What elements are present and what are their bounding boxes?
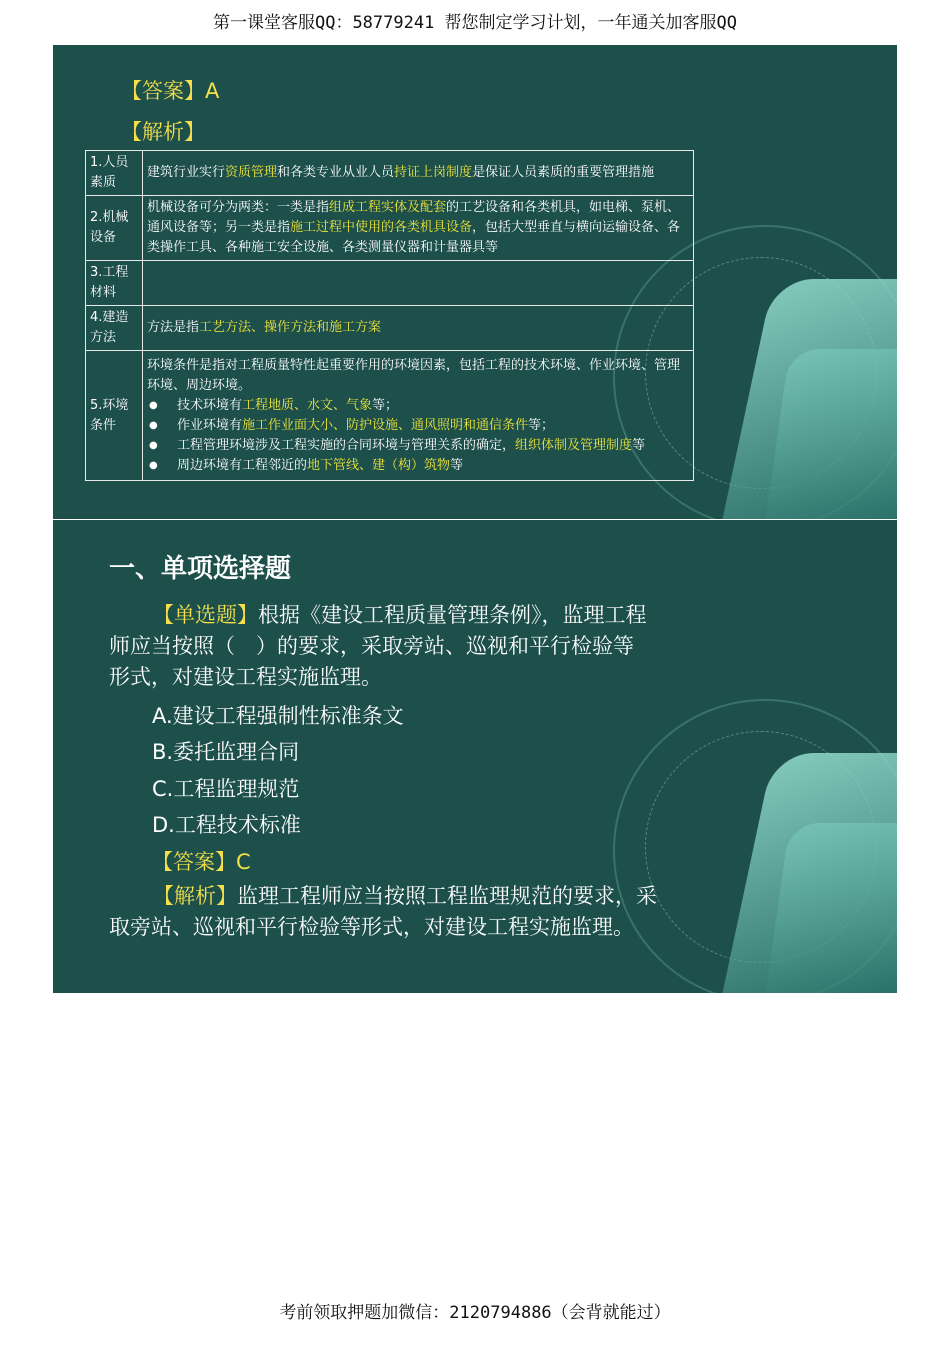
body-text: ，包括大型垂直与横向运输设备、各类操作工具、各种施工安全设施、各类测量仪器和计量器具等 — [147, 220, 681, 255]
highlight-text: 施工过程中使用的各类机具设备 — [290, 220, 473, 235]
answer-label: 【答案】A — [121, 79, 220, 103]
bullet-item — [147, 456, 689, 476]
option-a: A.建设工程强制性标准条文 — [152, 704, 404, 728]
bullet-item — [147, 436, 689, 456]
question — [109, 600, 649, 693]
highlight-text: 工程地质、水文、气象 — [242, 397, 373, 413]
option-d: D.工程技术标准 — [152, 813, 301, 837]
body-text: 等 — [450, 457, 464, 473]
table-row — [86, 196, 694, 261]
row-key: 2.机械设备 — [86, 196, 143, 261]
body-text: 工程管理环境涉及工程实施的合同环境与管理关系的确定， — [177, 437, 516, 453]
option-b: B.委托监理合同 — [152, 740, 300, 764]
header-text: 第一课堂客服QQ：58779241 帮您制定学习计划，一年通关加客服QQ — [212, 13, 738, 33]
body-text: 是保证人员素质的重要管理措施 — [472, 165, 655, 180]
slide-answer-table — [53, 45, 897, 519]
analysis-text: 监理工程师应当按照工程监理规范的要求，采取旁站、巡视和平行检验等形式，对建设工程实施监理。 — [109, 884, 657, 939]
body-text: 和各类专业从业人员 — [277, 165, 395, 180]
highlight-text: 持证上岗制度 — [394, 165, 473, 180]
body-text: 的工艺设备和各类机具，如电梯、泵机、通风设备等；另一类是指 — [147, 200, 681, 235]
analysis-tag: 【解析】 — [153, 884, 237, 908]
highlight-text: 地下管线、建（构）筑物 — [307, 457, 451, 473]
table-row — [86, 261, 694, 306]
highlight-text: 工艺方法、操作方法和施工方案 — [199, 320, 382, 335]
row-key: 3.工程材料 — [86, 261, 143, 306]
question-tag: 【单选题】 — [153, 603, 258, 627]
table-row — [86, 306, 694, 351]
row-value — [143, 196, 694, 261]
question-text: 根据《建设工程质量管理条例》，监理工程师应当按照（ ）的要求，采取旁站、巡视和平行检验等形式，对建设工程实施监理。 — [109, 603, 647, 689]
row-key: 1.人员素质 — [86, 151, 143, 196]
row-key: 4.建造方法 — [86, 306, 143, 351]
environment-intro: 环境条件是指对工程质量特性起重要作用的环境因素，包括工程的技术环境、作业环境、管理环境、周边环境。 — [147, 357, 681, 393]
highlight-text: 施工作业面大小、防护设施、通风照明和通信条件 — [242, 417, 529, 433]
body-text: 技术环境有 — [177, 397, 243, 413]
bullet-item — [147, 396, 689, 416]
body-text: 等； — [372, 397, 399, 413]
body-text: 周边环境有工程邻近的 — [177, 457, 308, 473]
highlight-text: 组织体制及管理制度 — [515, 437, 633, 453]
body-text: 等； — [528, 417, 555, 433]
body-text: 机械设备可分为两类：一类是指 — [147, 200, 330, 215]
footer-text: 考前领取押题加微信：2120794886（会背就能过） — [279, 1303, 671, 1323]
table-row — [86, 151, 694, 196]
section-title: 一、单项选择题 — [109, 554, 292, 584]
bullet-item — [147, 416, 689, 436]
decorative-graphic — [607, 703, 897, 993]
row-value — [143, 261, 694, 306]
highlight-text: 资质管理 — [225, 165, 278, 180]
row-value — [143, 151, 694, 196]
table-row — [86, 351, 694, 481]
answer-label: 【答案】C — [152, 850, 251, 874]
row-value — [143, 351, 694, 481]
slide-question — [53, 520, 897, 993]
analysis-label: 【解析】 — [121, 120, 205, 144]
body-text: 等 — [632, 437, 646, 453]
body-text: 建筑行业实行 — [147, 165, 226, 180]
factor-table — [85, 150, 694, 481]
highlight-text: 组成工程实体及配套 — [329, 200, 447, 215]
body-text: 方法是指 — [147, 320, 200, 335]
option-c: C.工程监理规范 — [152, 777, 300, 801]
row-value — [143, 306, 694, 351]
body-text: 作业环境有 — [177, 417, 243, 433]
explanation — [109, 881, 669, 943]
row-key: 5.环境条件 — [86, 351, 143, 481]
